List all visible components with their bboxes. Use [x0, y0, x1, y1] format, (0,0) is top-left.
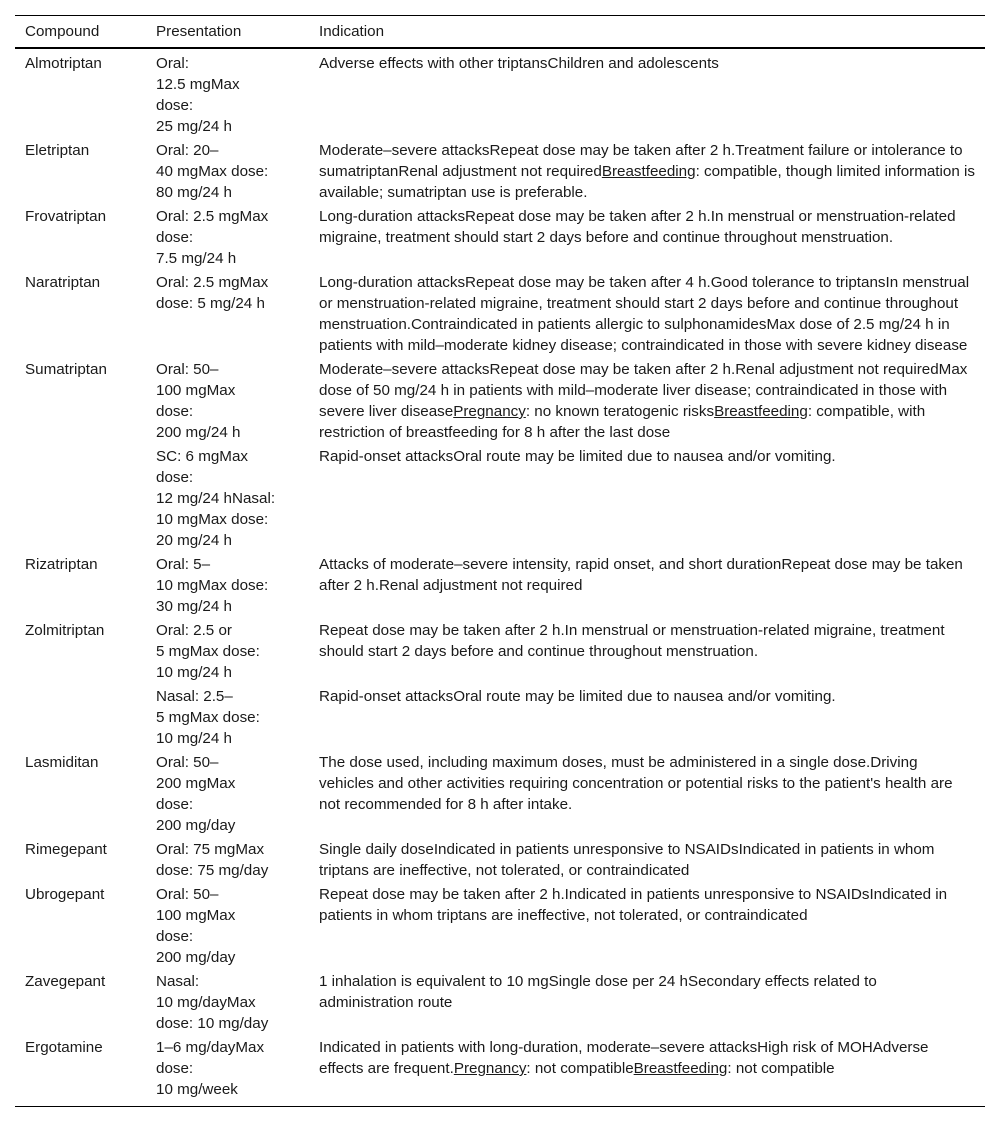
presentation-line: 5 mgMax dose:: [156, 643, 260, 660]
cell-compound: Zolmitriptan: [25, 622, 105, 639]
presentation-line: dose:: [156, 928, 194, 945]
cell-presentation: [146, 684, 309, 750]
presentation-line: 80 mg/24 h: [156, 184, 232, 201]
presentation-line: 100 mgMax: [156, 907, 236, 924]
cell-compound: Frovatriptan: [25, 208, 107, 225]
cell-compound: Eletriptan: [25, 142, 90, 159]
indication-text: Long-duration attacksRepeat dose may be taken after 2 h.In menstrual or menstruation-related migraine, treatment should start 2 days before and continue throughout menstruation.: [319, 208, 956, 246]
cell-indication: [309, 444, 985, 552]
presentation-line: dose:: [156, 97, 194, 114]
table-row: [15, 882, 985, 969]
presentation-line: 12.5 mgMax: [156, 76, 240, 93]
cell-indication: [309, 552, 985, 618]
indication-text: : compatible, with restriction of breastfeeding for 8 h after the last dose: [319, 403, 926, 441]
table-header: [15, 16, 985, 49]
indication-text: : not compatible: [526, 1060, 634, 1077]
cell-presentation: [146, 552, 309, 618]
cell-presentation: [146, 1035, 309, 1107]
cell-indication: [309, 1035, 985, 1107]
presentation-line: 10 mg/dayMax: [156, 994, 256, 1011]
cell-presentation: [146, 357, 309, 444]
presentation-line: Nasal: 2.5–: [156, 688, 233, 705]
indication-text: Rapid-onset attacksOral route may be limited due to nausea and/or vomiting.: [319, 688, 836, 705]
table-row: [15, 270, 985, 357]
indication-text: : no known teratogenic risks: [525, 403, 715, 420]
presentation-line: Oral: 2.5 mgMax: [156, 208, 269, 225]
presentation-line: Nasal:: [156, 973, 200, 990]
presentation-line: 10 mg/24 h: [156, 730, 232, 747]
cell-indication: [309, 684, 985, 750]
table-row: [15, 444, 985, 552]
cell-indication: [309, 357, 985, 444]
cell-compound: Almotriptan: [25, 55, 102, 72]
cell-indication: [309, 270, 985, 357]
table-row: [15, 618, 985, 684]
presentation-line: 200 mg/24 h: [156, 424, 241, 441]
table-row: [15, 750, 985, 837]
presentation-line: 12 mg/24 hNasal:: [156, 490, 276, 507]
cell-indication: [309, 969, 985, 1035]
presentation-line: 10 mgMax dose:: [156, 577, 269, 594]
indication-text: Adverse effects with other triptansChildren and adolescents: [319, 55, 719, 72]
cell-presentation: [146, 204, 309, 270]
indication-keyword: Pregnancy: [453, 1060, 527, 1077]
cell-compound: Zavegepant: [25, 973, 106, 990]
cell-compound: Lasmiditan: [25, 754, 99, 771]
cell-indication: [309, 48, 985, 138]
indication-text: Attacks of moderate–severe intensity, rapid onset, and short durationRepeat dose may be taken after 2 h.Renal adjustment not required: [319, 556, 963, 594]
header-compound: Compound: [15, 16, 146, 49]
cell-compound: [15, 444, 146, 552]
presentation-line: Oral: 50–: [156, 361, 219, 378]
presentation-line: dose:: [156, 469, 194, 486]
presentation-line: dose:: [156, 229, 194, 246]
table-row: [15, 684, 985, 750]
header-row: [15, 16, 985, 49]
presentation-line: 1–6 mg/dayMax: [156, 1039, 265, 1056]
presentation-line: 200 mg/day: [156, 817, 236, 834]
cell-indication: [309, 618, 985, 684]
cell-presentation: [146, 270, 309, 357]
presentation-line: 200 mgMax: [156, 775, 236, 792]
presentation-line: Oral: 5–: [156, 556, 211, 573]
table-row: [15, 204, 985, 270]
presentation-line: SC: 6 mgMax: [156, 448, 248, 465]
cell-compound: Ubrogepant: [25, 886, 105, 903]
cell-presentation: [146, 48, 309, 138]
presentation-line: Oral: 20–: [156, 142, 219, 159]
indication-text: Moderate–severe attacksRepeat dose may be taken after 2 h.Treatment failure or intolerance to sumatriptanRenal adjustment not required: [319, 142, 963, 180]
presentation-line: 25 mg/24 h: [156, 118, 232, 135]
indication-text: Long-duration attacksRepeat dose may be taken after 4 h.Good tolerance to triptansIn menstrual or menstruation-related migraine, treatment should start 2 days before and continue throughout menstruation.Contraindicated in patients allergic to sulphonamidesMax dose of 2.5 mg/24 h in patients with mild–moderate kidney disease; contraindicated in those with severe kidney disease: [319, 274, 970, 354]
presentation-line: Oral: 75 mgMax: [156, 841, 265, 858]
presentation-line: Oral: 50–: [156, 754, 219, 771]
table-row: [15, 837, 985, 882]
indication-text: Single daily doseIndicated in patients unresponsive to NSAIDsIndicated in patients in whom triptans are ineffective, not tolerated, or contraindicated: [319, 841, 935, 879]
presentation-line: 10 mgMax dose:: [156, 511, 269, 528]
indication-keyword: Breastfeeding: [714, 403, 808, 420]
header-presentation: Presentation: [146, 16, 309, 49]
indication-text: : not compatible: [727, 1060, 835, 1077]
table-row: [15, 357, 985, 444]
presentation-line: dose: 5 mg/24 h: [156, 295, 265, 312]
presentation-line: dose: 75 mg/day: [156, 862, 269, 879]
indication-text: Moderate–severe attacksRepeat dose may be taken after 2 h.Renal adjustment not requiredMax dose of 50 mg/24 h in patients with mild–moderate liver disease; contraindicated in those with severe liver disease: [319, 361, 968, 420]
presentation-line: dose:: [156, 1060, 194, 1077]
indication-text: Repeat dose may be taken after 2 h.Indicated in patients unresponsive to NSAIDsIndicated in patients in whom triptans are ineffective, not tolerated, or contraindicated: [319, 886, 948, 924]
presentation-line: 7.5 mg/24 h: [156, 250, 237, 267]
cell-presentation: [146, 750, 309, 837]
cell-compound: [15, 684, 146, 750]
cell-presentation: [146, 969, 309, 1035]
cell-presentation: [146, 444, 309, 552]
cell-presentation: [146, 837, 309, 882]
presentation-line: Oral:: [156, 55, 189, 72]
table-row: [15, 138, 985, 204]
presentation-line: dose:: [156, 796, 194, 813]
cell-presentation: [146, 618, 309, 684]
table-row: [15, 1035, 985, 1107]
indication-keyword: Pregnancy: [453, 403, 526, 420]
presentation-line: 40 mgMax dose:: [156, 163, 269, 180]
cell-indication: [309, 138, 985, 204]
table-body: [15, 48, 985, 1107]
presentation-line: Oral: 2.5 mgMax: [156, 274, 269, 291]
presentation-line: Oral: 2.5 or: [156, 622, 232, 639]
indication-text: : compatible, though limited information is available; sumatriptan use is preferable.: [319, 163, 975, 201]
cell-indication: [309, 837, 985, 882]
presentation-line: 5 mgMax dose:: [156, 709, 260, 726]
cell-presentation: [146, 138, 309, 204]
cell-presentation: [146, 882, 309, 969]
table-row: [15, 969, 985, 1035]
table-row: [15, 552, 985, 618]
presentation-line: 20 mg/24 h: [156, 532, 232, 549]
indication-keyword: Breastfeeding: [633, 1060, 728, 1077]
drug-table-container: [15, 15, 985, 1107]
cell-indication: [309, 750, 985, 837]
presentation-line: 10 mg/24 h: [156, 664, 232, 681]
drug-table: [15, 15, 985, 1107]
cell-compound: Ergotamine: [15, 1035, 146, 1107]
presentation-line: 200 mg/day: [156, 949, 236, 966]
cell-compound: Rizatriptan: [25, 556, 98, 573]
table-row: [15, 48, 985, 138]
indication-text: Rapid-onset attacksOral route may be limited due to nausea and/or vomiting.: [319, 448, 836, 465]
indication-keyword: Breastfeeding: [601, 163, 696, 180]
indication-text: 1 inhalation is equivalent to 10 mgSingle dose per 24 hSecondary effects related to administration route: [319, 973, 877, 1011]
cell-compound: Sumatriptan: [25, 361, 107, 378]
cell-indication: [309, 882, 985, 969]
presentation-line: 10 mg/week: [156, 1081, 238, 1098]
presentation-line: dose:: [156, 403, 194, 420]
indication-text: The dose used, including maximum doses, must be administered in a single dose.Driving vehicles and other activities requiring concentration or potential risks to the patient's health are not recommended for 8 h after intake.: [319, 754, 953, 813]
header-indication: Indication: [309, 16, 985, 49]
cell-compound: Rimegepant: [25, 841, 107, 858]
presentation-line: 30 mg/24 h: [156, 598, 232, 615]
indication-text: Repeat dose may be taken after 2 h.In menstrual or menstruation-related migraine, treatment should start 2 days before and continue throughout menstruation.: [319, 622, 945, 660]
cell-indication: [309, 204, 985, 270]
presentation-line: Oral: 50–: [156, 886, 219, 903]
cell-compound: Naratriptan: [25, 274, 101, 291]
presentation-line: 100 mgMax: [156, 382, 236, 399]
presentation-line: dose: 10 mg/day: [156, 1015, 269, 1032]
indication-text: Indicated in patients with long-duration, moderate–severe attacksHigh risk of MOHAdverse effects are frequent.: [319, 1039, 929, 1077]
